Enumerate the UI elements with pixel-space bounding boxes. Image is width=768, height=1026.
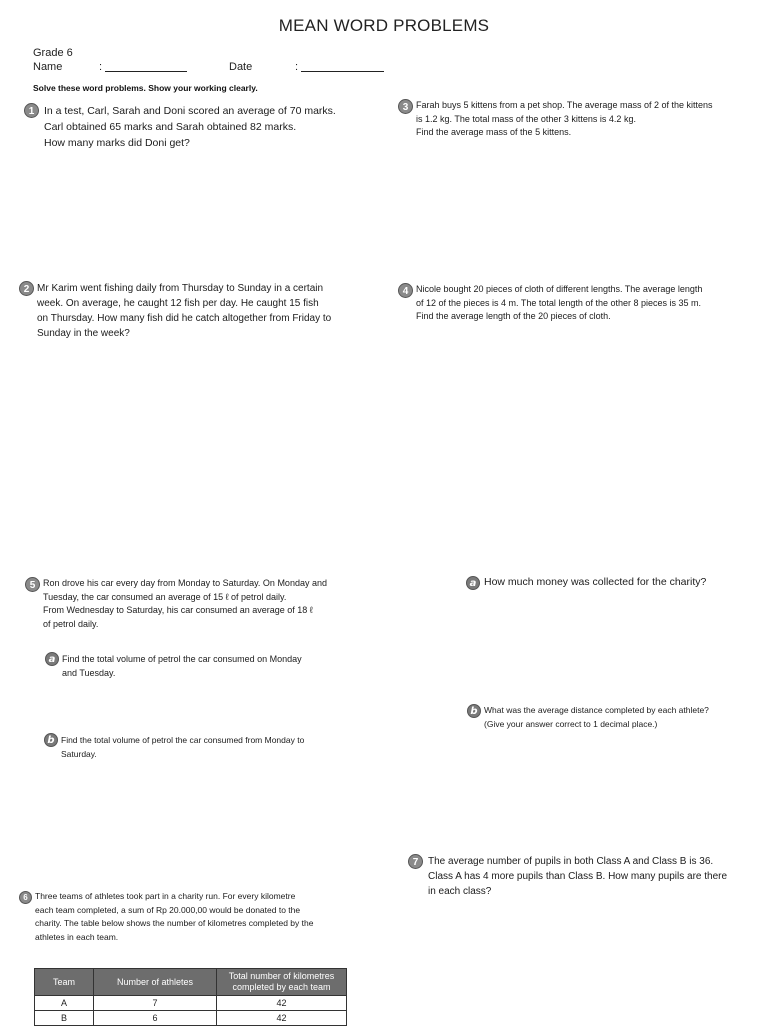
table-cell: 42 (217, 996, 347, 1011)
question-1-number: 1 (24, 103, 39, 118)
question-5-line: of petrol daily. (43, 618, 99, 629)
question-5a-letter: a (45, 652, 59, 666)
table-header-row (35, 969, 347, 996)
question-4-line: Find the average length of the 20 pieces of cloth. (416, 311, 611, 321)
question-7-line: in each class? (428, 886, 492, 897)
question-6-line: charity. The table below shows the number of kilometres completed by the (35, 918, 314, 928)
question-7-line: Class A has 4 more pupils than Class B. How many pupils are there (428, 871, 728, 882)
question-3-line: Find the average mass of the 5 kittens. (416, 127, 572, 137)
question-5b-line: Saturday. (61, 748, 97, 759)
question-6-line: Three teams of athletes took part in a charity run. For every kilometre (35, 891, 296, 901)
name-field-line[interactable] (105, 61, 187, 72)
question-2-line: on Thursday. How many fish did he catch altogether from Friday to (37, 313, 332, 324)
question-5b-text (61, 734, 361, 761)
question-1-text (44, 103, 374, 151)
question-6a-line: How much money was collected for the charity? (484, 576, 707, 588)
question-5-line: From Wednesday to Saturday, his car consumed an average of 18 ℓ (43, 605, 313, 615)
question-6-text (35, 890, 360, 944)
question-2-line: Sunday in the week? (37, 328, 130, 339)
question-2-text (37, 281, 372, 341)
question-5a-text (62, 653, 362, 680)
question-5a-line: and Tuesday. (62, 667, 116, 678)
instructions: Solve these word problems. Show your working clearly. (33, 83, 258, 93)
question-6-line: athletes in each team. (35, 931, 119, 942)
date-field-line[interactable] (301, 61, 384, 72)
question-1-line: Carl obtained 65 marks and Sarah obtained 82 marks. (44, 121, 297, 133)
question-6b-line: What was the average distance completed by each athlete? (484, 705, 709, 715)
question-3-number: 3 (398, 99, 413, 114)
question-6-line: each team completed, a sum of Rp 20.000,00 would be donated to the (35, 904, 301, 915)
table-cell: 42 (217, 1011, 347, 1026)
question-2-line: Mr Karim went fishing daily from Thursday to Sunday in a certain (37, 283, 324, 294)
question-5-number: 5 (25, 577, 40, 592)
table-cell: A (35, 996, 94, 1011)
question-5-line: Ron drove his car every day from Monday to Saturday. On Monday and (43, 578, 327, 588)
question-6a-text (484, 574, 754, 590)
question-5-text (43, 577, 368, 631)
question-4-line: Nicole bought 20 pieces of cloth of different lengths. The average length (416, 284, 703, 294)
question-3-line: is 1.2 kg. The total mass of the other 3 kittens is 4.2 kg. (416, 113, 636, 124)
question-4-number: 4 (398, 283, 413, 298)
question-6b-line: (Give your answer correct to 1 decimal place.) (484, 718, 658, 729)
date-label: Date (229, 61, 253, 73)
table-header-kilometres: Total number of kilometres completed by each team (217, 969, 347, 996)
question-3-line: Farah buys 5 kittens from a pet shop. The average mass of 2 of the kittens (416, 100, 713, 110)
question-5b-line: Find the total volume of petrol the car consumed from Monday to (61, 735, 305, 745)
grade-label: Grade 6 (33, 47, 73, 59)
table-cell: 6 (94, 1011, 217, 1026)
table-header-athletes: Number of athletes (94, 969, 217, 996)
question-4-line: of 12 of the pieces is 4 m. The total length of the other 8 pieces is 35 m. (416, 297, 701, 308)
question-7-number: 7 (408, 854, 423, 869)
page-title: MEAN WORD PROBLEMS (278, 16, 490, 35)
athletes-table (34, 968, 347, 1026)
question-6b-text (484, 704, 759, 731)
question-3-text (416, 99, 761, 140)
question-6-number: 6 (19, 891, 32, 904)
question-5b-letter: b (44, 733, 58, 747)
table-header-team: Team (35, 969, 94, 996)
question-1-line: In a test, Carl, Sarah and Doni scored an average of 70 marks. (44, 105, 336, 117)
question-5-line: Tuesday, the car consumed an average of 15 ℓ of petrol daily. (43, 591, 287, 602)
question-6a-letter: a (466, 576, 480, 590)
question-1-line: How many marks did Doni get? (44, 137, 190, 149)
table-row (35, 1011, 347, 1026)
question-2-number: 2 (19, 281, 34, 296)
question-5a-line: Find the total volume of petrol the car consumed on Monday (62, 654, 302, 664)
question-4-text (416, 283, 761, 324)
question-6b-letter: b (467, 704, 481, 718)
table-cell: B (35, 1011, 94, 1026)
name-colon: : (99, 61, 103, 73)
table-cell: 7 (94, 996, 217, 1011)
question-7-line: The average number of pupils in both Class A and Class B is 36. (428, 856, 714, 867)
name-label: Name (33, 61, 63, 73)
question-2-line: week. On average, he caught 12 fish per day. He caught 15 fish (37, 298, 319, 309)
table-row (35, 996, 347, 1011)
question-7-text (428, 854, 758, 899)
date-colon: : (295, 61, 299, 73)
